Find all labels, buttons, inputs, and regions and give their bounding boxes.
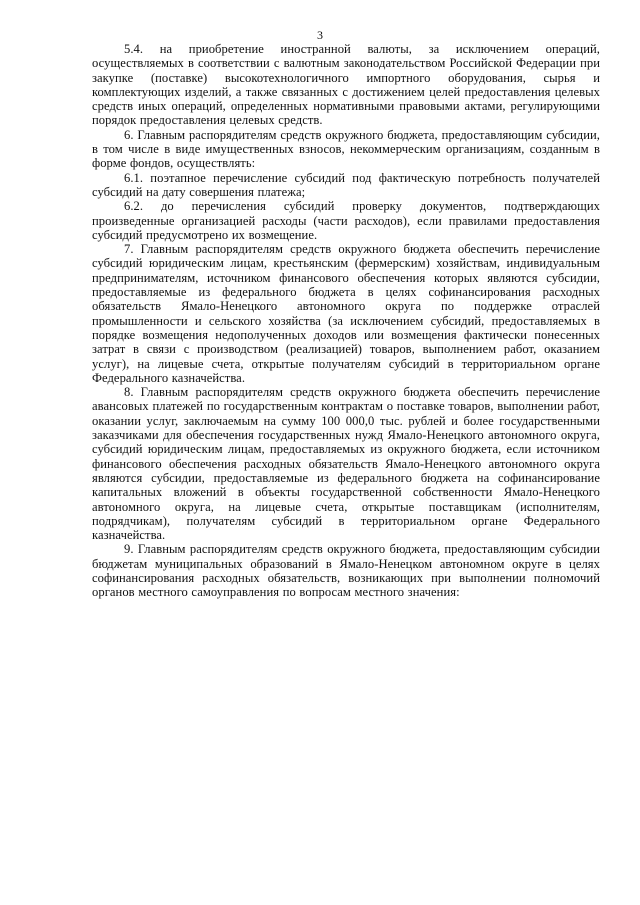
paragraph-9: 9. Главным распорядителям средств окружного бюджета, предоставляющим субсидии бюджетам муниципальных образований в Ямало-Ненецком автономном округе в целях софинансирования расходных обязательств, возникающих при выполнении полномочий органов местного самоуправления по вопросам местного значения: [92,542,600,600]
paragraph-6: 6. Главным распорядителям средств окружного бюджета, предоставляющим субсидии, в том числе в виде имущественных взносов, некоммерческим организациям, созданным в форме фондов, осуществлять: [92,127,600,171]
paragraph-8: 8. Главным распорядителям средств окружного бюджета обеспечить перечисление авансовых платежей по государственным контрактам о поставке товаров, выполнении работ, оказании услуг, заключаемым на сумму 100 000,0 тыс. рублей и более государственными заказчиками для обеспечения государственных нужд Ямало-Ненецкого автономного округа, субсидий юридическим лицам, предоставляемых из окружного бюджета, если источником финансового обеспечения расходных обязательств Ямало-Ненецкого автономного округа являются субсидии, предоставляемые из федерального бюджета на софинансирование капитальных вложений в объекты государственной собственности Ямало-Ненецкого автономного округа, на лицевые счета, открытые поставщикам (исполнителям, подрядчикам), получателям субсидий в территориальном органе Федерального казначейства. [92,385,600,543]
document-body [92,42,600,600]
paragraph-7: 7. Главным распорядителям средств окружного бюджета обеспечить перечисление субсидий юридическим лицам, крестьянским (фермерским) хозяйствам, индивидуальным предпринимателям, источником финансового обеспечения которых являются субсидии, предоставляемые из федерального бюджета в целях софинансирования расходных обязательств Ямало-Ненецкого автономного округа по поддержке отраслей промышленности и сельского хозяйства (за исключением субсидий, предоставляемых в порядке возмещения недополученных доходов или возмещения фактически понесенных затрат в связи с производством (реализацией) товаров, выполнением работ, оказанием услуг), на лицевые счета, открытые получателям субсидий в территориальном органе Федерального казначейства. [92,242,600,385]
paragraph-5-4: 5.4. на приобретение иностранной валюты, за исключением операций, осуществляемых в соответствии с валютным законодательством Российской Федерации при закупке (поставке) высокотехнологичного импортного оборудования, сырья и комплектующих изделий, а также связанных с достижением целей предоставления целевых средств иных операций, определенных нормативными правовыми актами, регулирующими порядок предоставления целевых средств. [92,42,600,128]
page-number: 3 [317,28,323,42]
paragraph-6-2: 6.2. до перечисления субсидий проверку документов, подтверждающих произведенные организацией расходы (части расходов), если правилами предоставления субсидий предусмотрено их возмещение. [92,199,600,242]
paragraph-6-1: 6.1. поэтапное перечисление субсидий под фактическую потребность получателей субсидий на дату совершения платежа; [92,170,600,199]
